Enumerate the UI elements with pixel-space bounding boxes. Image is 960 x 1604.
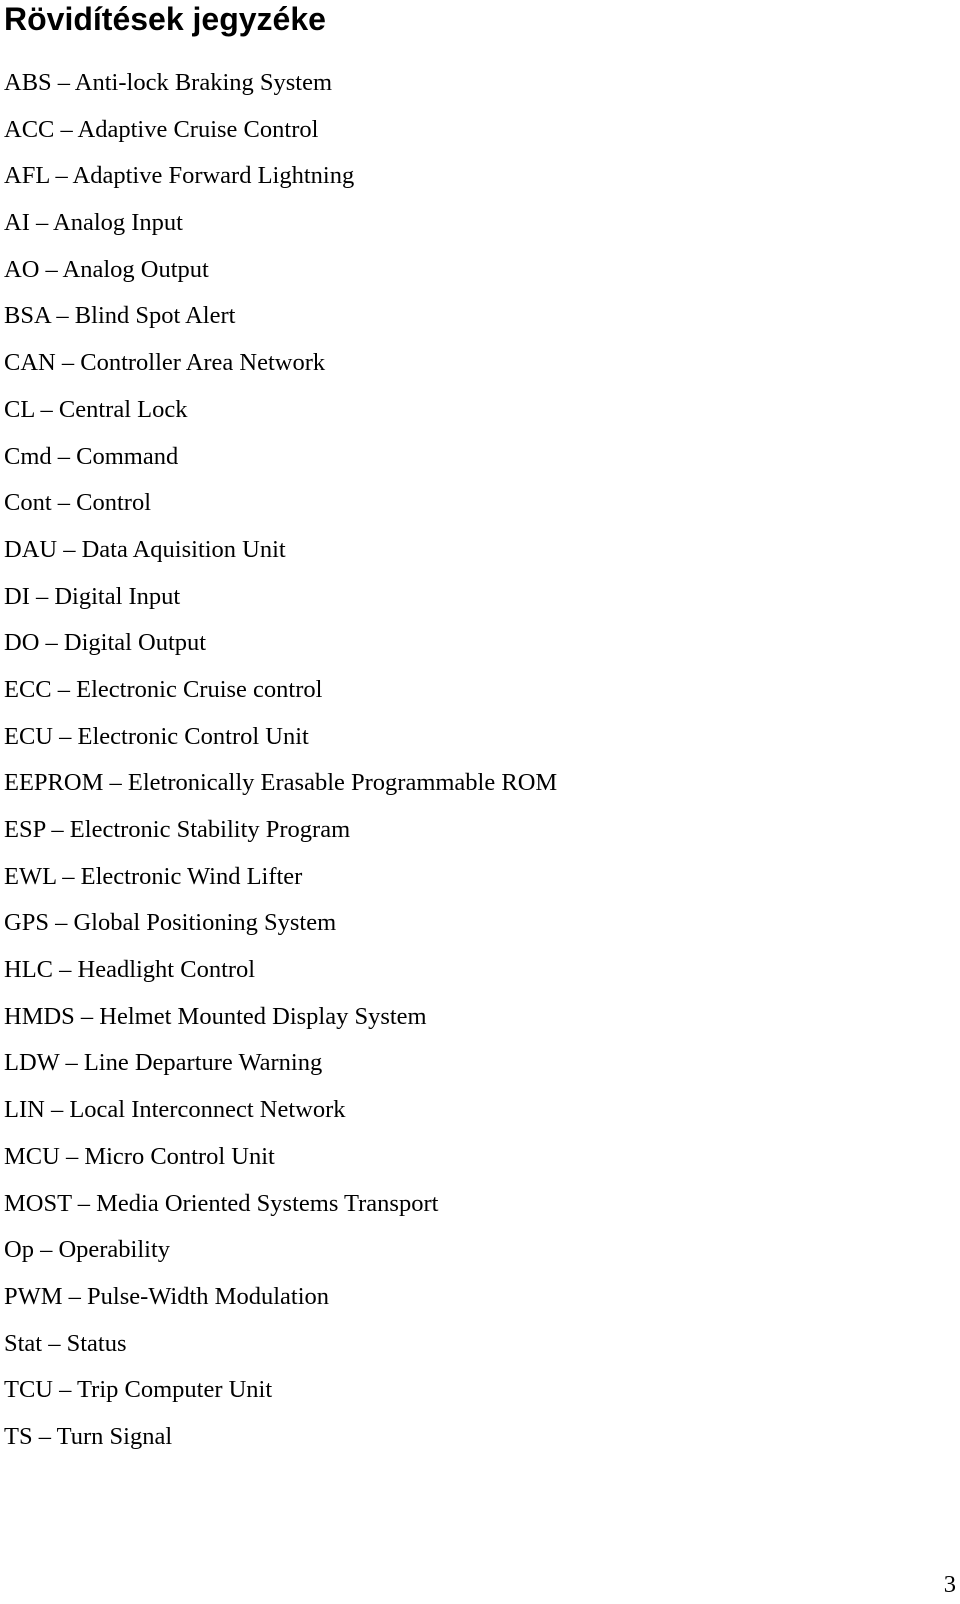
abbreviation-item: HMDS – Helmet Mounted Display System <box>4 1002 427 1030</box>
abbreviation-list <box>4 60 557 1461</box>
abbreviation-item: ESP – Electronic Stability Program <box>4 816 351 843</box>
abbreviation-item: AO – Analog Output <box>4 255 209 283</box>
abbreviation-item: DAU – Data Aquisition Unit <box>4 535 286 563</box>
abbreviation-item: MOST – Media Oriented Systems Transport <box>4 1189 439 1217</box>
abbreviation-item: AI – Analog Input <box>4 209 183 237</box>
abbreviation-item: EWL – Electronic Wind Lifter <box>4 862 303 890</box>
abbreviation-item: ABS – Anti-lock Braking System <box>4 69 333 96</box>
abbreviation-item: TS – Turn Signal <box>4 1422 173 1450</box>
page-title: Rövidítések jegyzéke <box>4 1 326 37</box>
abbreviation-item: DO – Digital Output <box>4 629 207 657</box>
abbreviation-item: ACC – Adaptive Cruise Control <box>4 115 319 143</box>
page-number: 3 <box>943 1571 956 1598</box>
abbreviation-item: TCU – Trip Computer Unit <box>4 1376 273 1404</box>
abbreviation-item: LIN – Local Interconnect Network <box>4 1096 346 1124</box>
abbreviation-item: Stat – Status <box>4 1329 127 1357</box>
abbreviation-item: Op – Operability <box>4 1236 171 1264</box>
abbreviation-item: DI – Digital Input <box>4 582 181 610</box>
abbreviation-item: PWM – Pulse-Width Modulation <box>4 1282 329 1310</box>
abbreviation-item: AFL – Adaptive Forward Lightning <box>4 162 355 190</box>
abbreviation-item: LDW – Line Departure Warning <box>4 1049 323 1077</box>
abbreviation-item: EEPROM – Eletronically Erasable Programmable ROM <box>4 769 558 797</box>
abbreviation-item: GPS – Global Positioning System <box>4 909 337 937</box>
abbreviation-item: ECU – Electronic Control Unit <box>4 722 309 750</box>
abbreviation-item: CL – Central Lock <box>4 395 188 423</box>
abbreviation-item: Cont – Control <box>4 489 152 517</box>
abbreviation-item: ECC – Electronic Cruise control <box>4 675 323 703</box>
abbreviation-item: Cmd – Command <box>4 442 179 470</box>
abbreviation-item: BSA – Blind Spot Alert <box>4 302 236 330</box>
abbreviation-item: MCU – Micro Control Unit <box>4 1142 275 1170</box>
abbreviation-item: CAN – Controller Area Network <box>4 349 326 377</box>
abbreviation-item: HLC – Headlight Control <box>4 956 256 984</box>
